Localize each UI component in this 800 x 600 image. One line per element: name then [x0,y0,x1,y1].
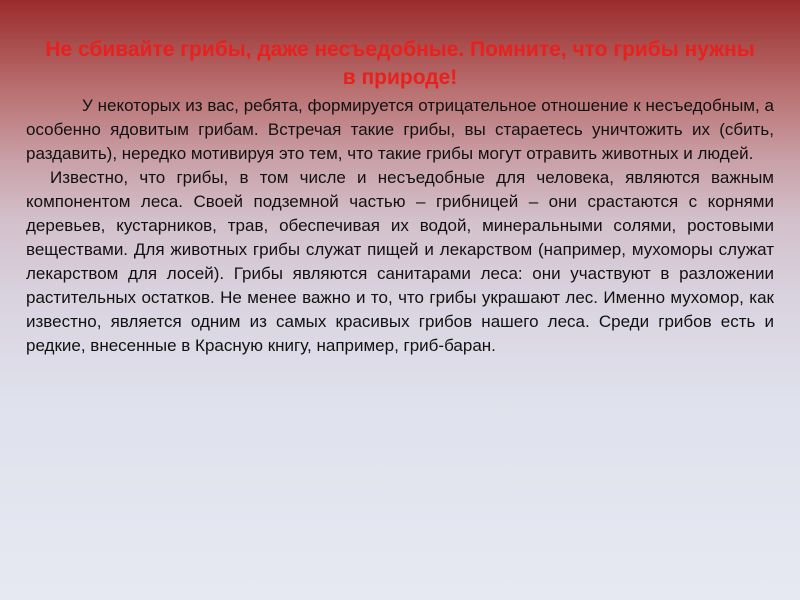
paragraph-intro: У некоторых из вас, ребята, формируется отрицательное отношение к несъедобным, а особенно ядовитым грибам. Встречая такие грибы, вы стараетесь уничтожить их (сбить, раздавить), нередко мотивируя это тем, что такие грибы могут отравить животных и людей. [26,96,774,163]
slide-body [26,94,774,358]
paragraph-importance: Известно, что грибы, в том числе и несъедобные для человека, являются важным компонентом леса. Своей подземной частью – грибницей – они срастаются с корнями деревьев, кустарников, трав, обеспечивая их водой, минеральными солями, ростовыми веществами. Для животных грибы служат пищей и лекарством (например, мухоморы служат лекарством для лосей). Грибы являются санитарами леса: они участвуют в разложении растительных остатков. Не менее важно и то, что грибы украшают лес. Именно мухомор, как известно, является одним из самых красивых грибов нашего леса. Среди грибов есть и редкие, внесенные в Красную книгу, например, гриб-баран. [26,168,774,355]
slide-title: Не сбивайте грибы, даже несъедобные. Помните, что грибы нужны в природе! [45,38,755,89]
